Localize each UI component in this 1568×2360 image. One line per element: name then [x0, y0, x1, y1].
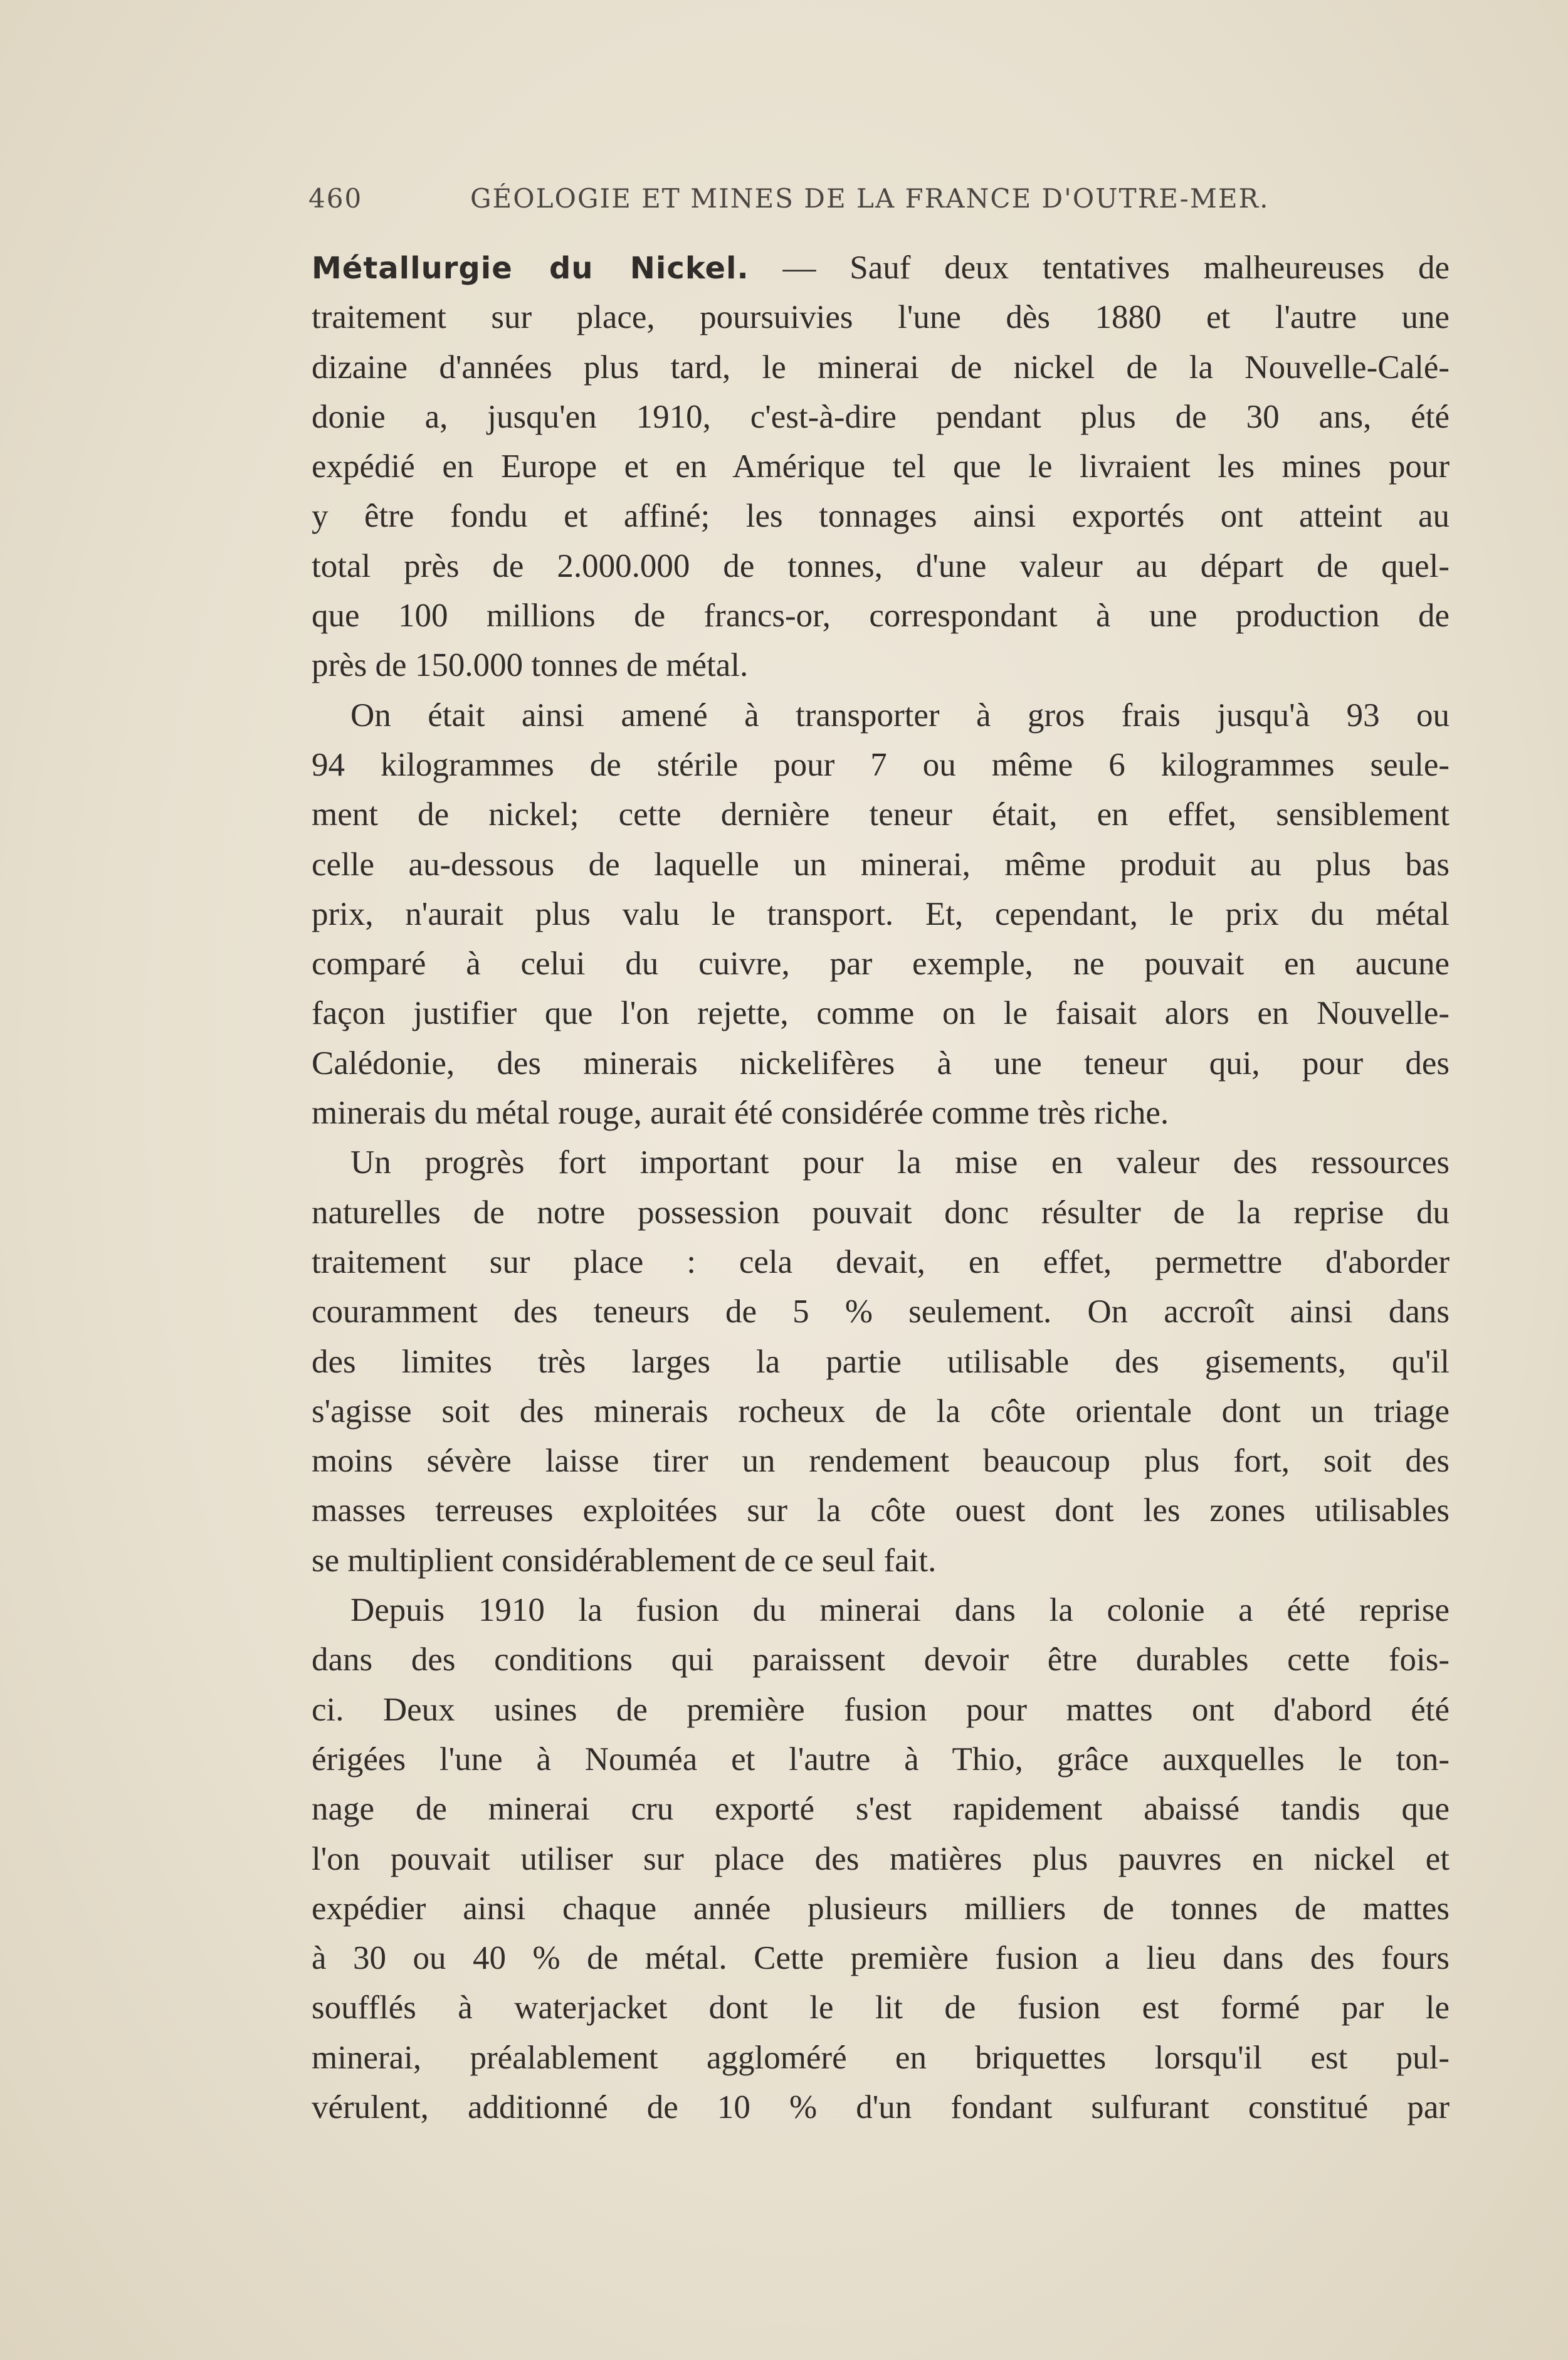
running-title: GÉOLOGIE ET MINES DE LA FRANCE D'OUTRE-MER. [470, 183, 1270, 214]
text-line: minerai, préalablement aggloméré en briquettes lorsqu'il est pul- [312, 2039, 1450, 2076]
paragraph-depuis-1910 [312, 1586, 1450, 2132]
text-line: vérulent, additionné de 10 % d'un fondant sulfurant constitué par [312, 2089, 1450, 2126]
text-line-content: — Sauf deux tentatives malheureuses de [782, 250, 1450, 286]
page-number: 460 [308, 183, 363, 214]
text-line: se multiplient considérablement de ce seul fait. [312, 1542, 937, 1579]
text-line: moins sévère laisse tirer un rendement beaucoup plus fort, soit des [312, 1443, 1450, 1480]
text-line: Un progrès fort important pour la mise en valeur des ressources [350, 1144, 1450, 1181]
text-line: masses terreuses exploitées sur la côte ouest dont les zones utilisables [312, 1492, 1450, 1529]
text-line: On était ainsi amené à transporter à gros frais jusqu'à 93 ou [350, 697, 1450, 734]
text-line: dizaine d'années plus tard, le minerai de nickel de la Nouvelle-Calé- [312, 349, 1450, 386]
section-heading: Métallurgie du Nickel. [312, 251, 749, 286]
text-line: dans des conditions qui paraissent devoir être durables cette fois- [312, 1641, 1450, 1678]
text-line: expédié en Europe et en Amérique tel que le livraient les mines pour [312, 448, 1450, 485]
text-line: comparé à celui du cuivre, par exemple, ne pouvait en aucune [312, 946, 1450, 982]
text-line: couramment des teneurs de 5 % seulement. On accroît ainsi dans [312, 1293, 1450, 1330]
text-line: des limites très larges la partie utilisable des gisements, qu'il [312, 1343, 1450, 1380]
text-line: nage de minerai cru exporté s'est rapidement abaissé tandis que [312, 1791, 1450, 1828]
text-line: donie a, jusqu'en 1910, c'est-à-dire pendant plus de 30 ans, été [312, 398, 1450, 435]
paragraph-progres [312, 1138, 1450, 1586]
text-line: l'on pouvait utiliser sur place des matières plus pauvres en nickel et [312, 1840, 1450, 1877]
text-line [312, 243, 1450, 293]
text-line: 94 kilogrammes de stérile pour 7 ou même 6 kilogrammes seule- [312, 746, 1450, 783]
text-line: façon justifier que l'on rejette, comme on le faisait alors en Nouvelle- [312, 995, 1450, 1032]
body-text [312, 243, 1450, 2132]
text-line: Depuis 1910 la fusion du minerai dans la colonie a été reprise [350, 1592, 1450, 1629]
text-line: expédier ainsi chaque année plusieurs milliers de tonnes de mattes [312, 1890, 1450, 1927]
text-line: y être fondu et affiné; les tonnages ainsi exportés ont atteint au [312, 498, 1450, 535]
text-line: près de 150.000 tonnes de métal. [312, 647, 749, 684]
text-line: soufflés à waterjacket dont le lit de fusion est formé par le [312, 1989, 1450, 2026]
text-line: celle au-dessous de laquelle un minerai, même produit au plus bas [312, 846, 1450, 883]
text-line: ci. Deux usines de première fusion pour mattes ont d'abord été [312, 1691, 1450, 1728]
text-line: à 30 ou 40 % de métal. Cette première fusion a lieu dans des fours [312, 1940, 1450, 1977]
text-line: naturelles de notre possession pouvait donc résulter de la reprise du [312, 1194, 1450, 1231]
text-line: Calédonie, des minerais nickelifères à une teneur qui, pour des [312, 1045, 1450, 1082]
text-line: total près de 2.000.000 de tonnes, d'une valeur au départ de quel- [312, 547, 1450, 584]
text-line: traitement sur place, poursuivies l'une dès 1880 et l'autre une [312, 299, 1450, 336]
text-line: prix, n'aurait plus valu le transport. Et, cependant, le prix du métal [312, 895, 1450, 932]
text-line: que 100 millions de francs-or, correspondant à une production de [312, 598, 1450, 635]
paragraph-transport [312, 691, 1450, 1139]
text-line: érigées l'une à Nouméa et l'autre à Thio, grâce auxquelles le ton- [312, 1741, 1450, 1778]
running-header [308, 183, 1286, 221]
text-line: ment de nickel; cette dernière teneur était, en effet, sensiblement [312, 796, 1450, 833]
text-line: traitement sur place : cela devait, en effet, permettre d'aborder [312, 1243, 1450, 1280]
paragraph-metallurgie [312, 243, 1450, 691]
text-line: s'agisse soit des minerais rocheux de la côte orientale dont un triage [312, 1393, 1450, 1430]
text-line: minerais du métal rouge, aurait été considérée comme très riche. [312, 1095, 1169, 1132]
